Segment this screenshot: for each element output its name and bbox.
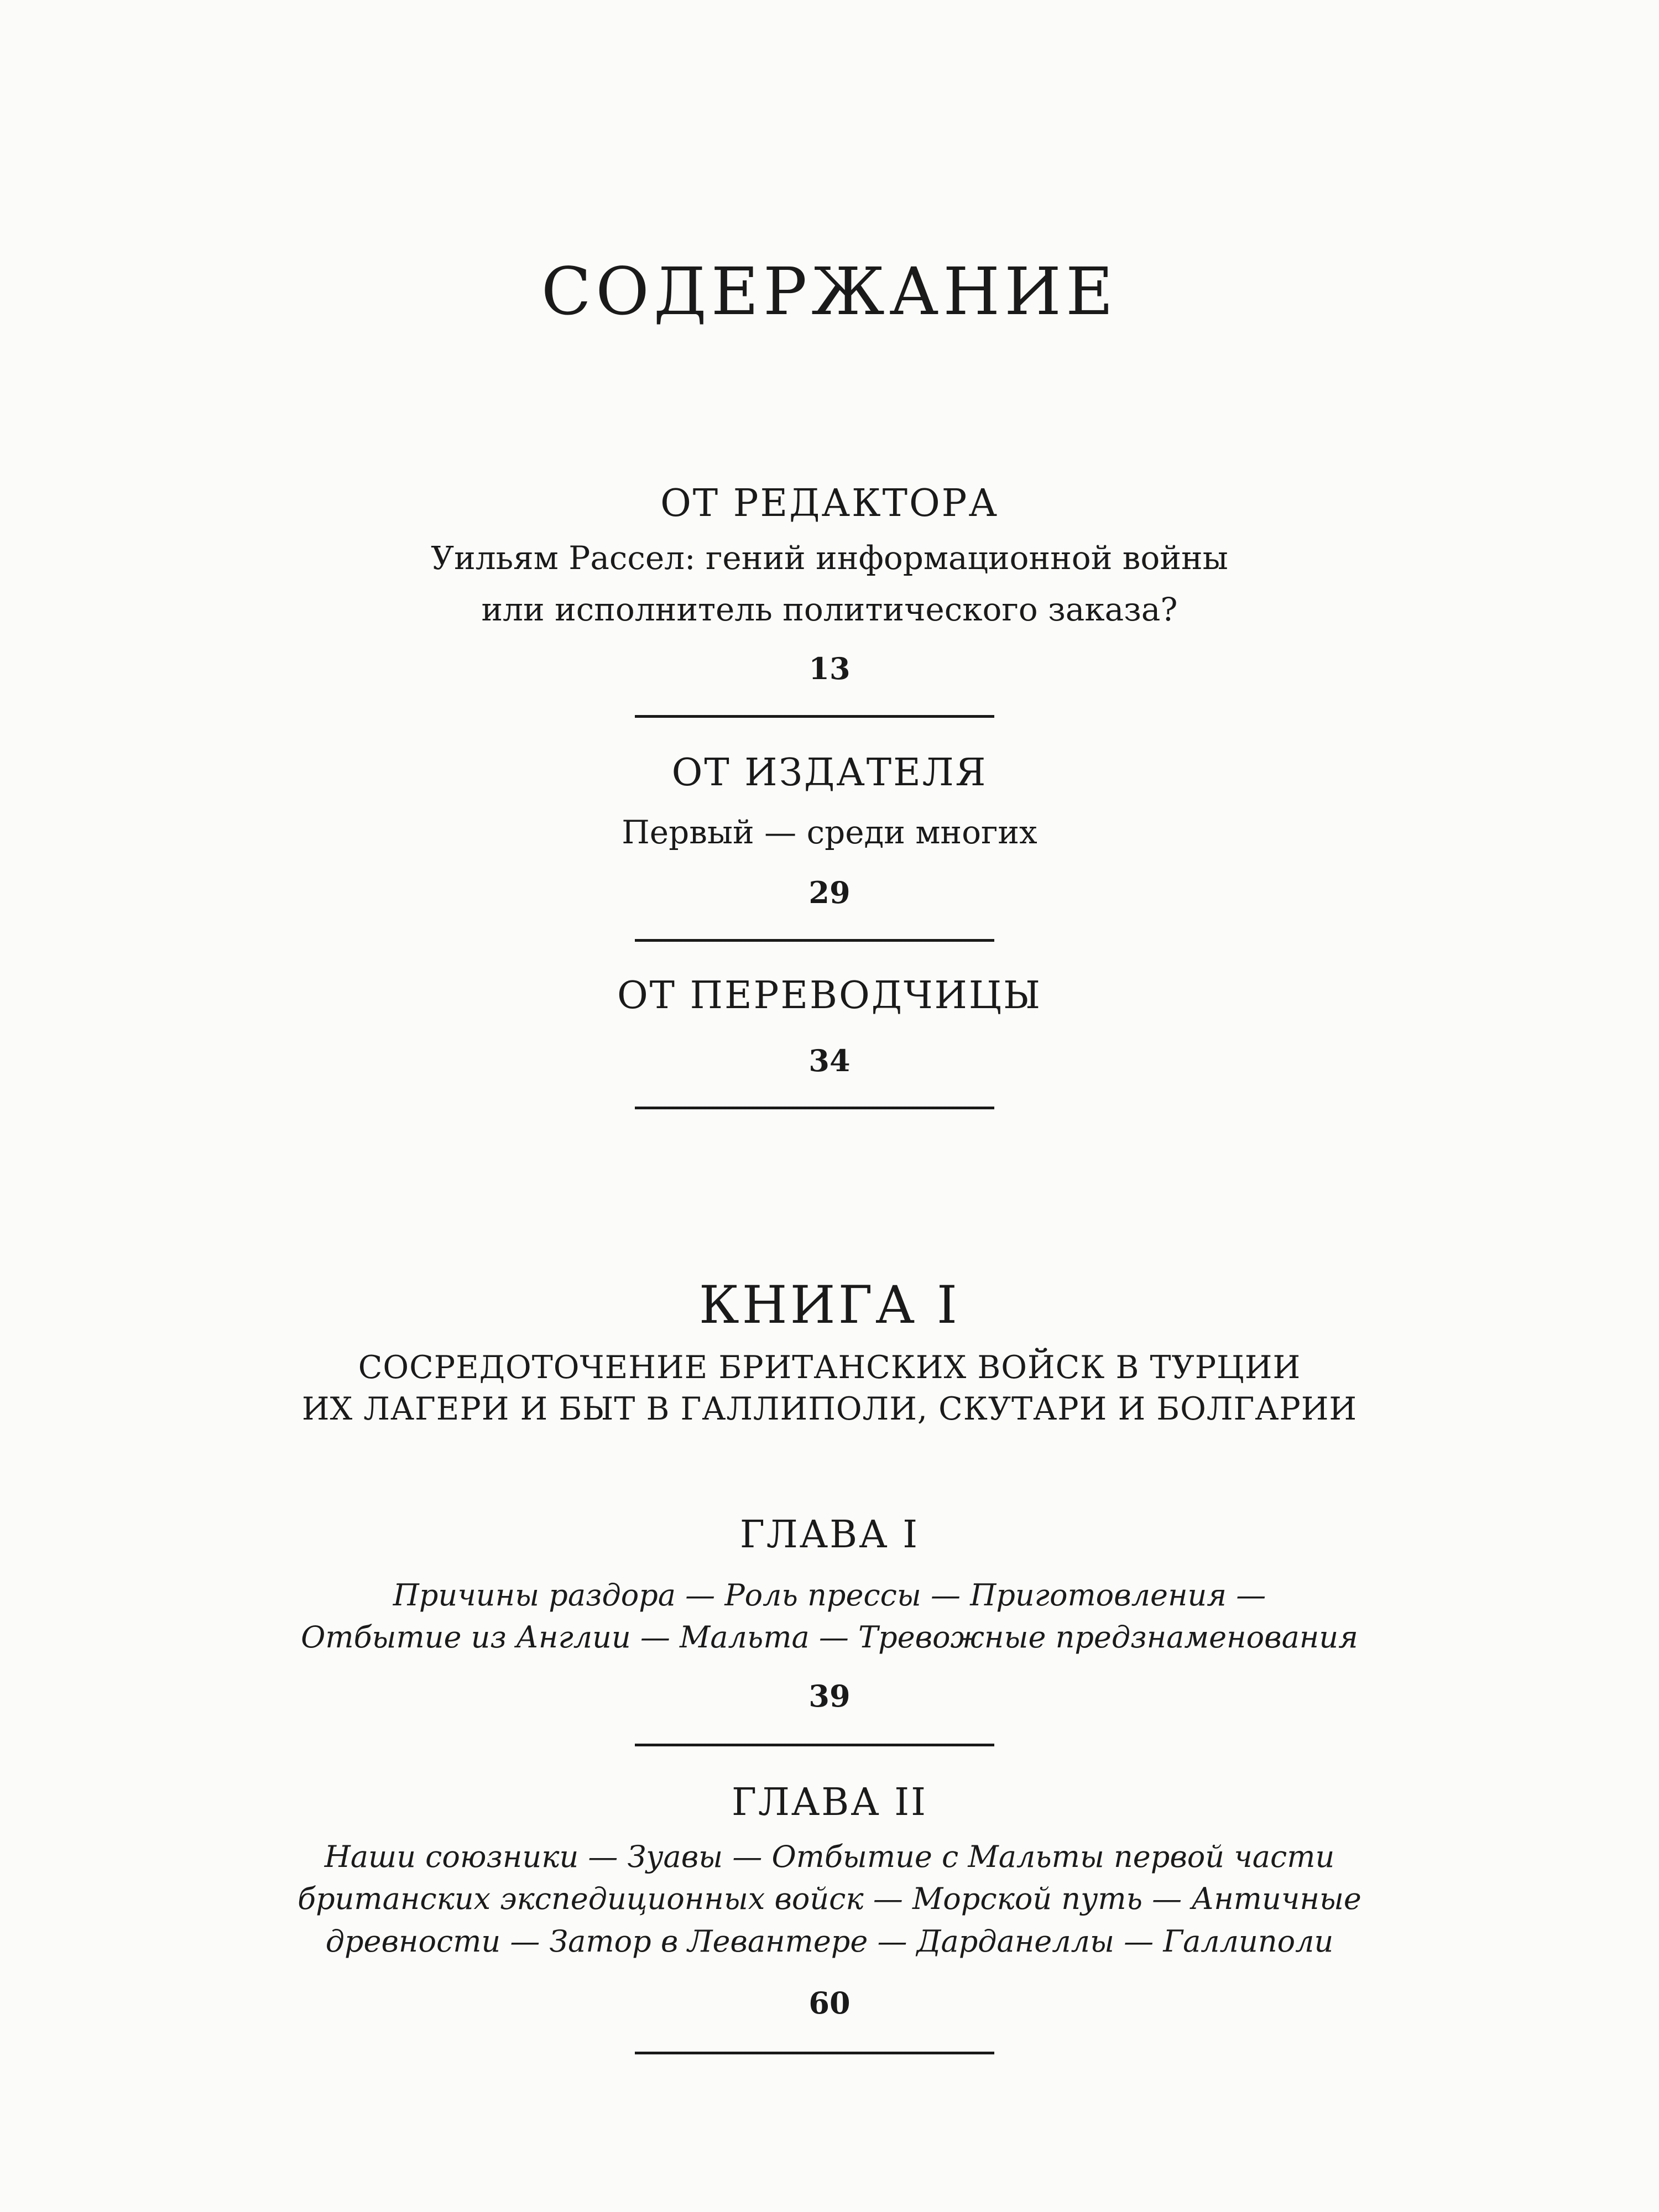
page-number-publisher: 29 [808, 875, 851, 910]
section-heading-translator: ОТ ПЕРЕВОДЧИЦЫ [617, 974, 1042, 1018]
chapter-summary-1-line2: Отбытие из Англии — Мальта — Тревожные предзнаменования [301, 1620, 1358, 1655]
chapter-heading-1: ГЛАВА I [739, 1513, 920, 1557]
book-heading: КНИГА I [698, 1275, 961, 1335]
book-subtitle-line1: СОСРЕДОТОЧЕНИЕ БРИТАНСКИХ ВОЙСК В ТУРЦИИ [358, 1349, 1301, 1386]
chapter-summary-1-line1: Причины раздора — Роль прессы — Приготовления — [393, 1578, 1266, 1613]
page-number-editor: 13 [808, 651, 851, 686]
section-subtitle-editor-line1: Уильям Рассел: гений информационной войны [431, 539, 1228, 577]
divider [635, 2052, 994, 2054]
chapter-summary-2-line1: Наши союзники — Зуавы — Отбытие с Мальты первой части [324, 1839, 1335, 1874]
book-subtitle-line2: ИХ ЛАГЕРИ И БЫТ В ГАЛЛИПОЛИ, СКУТАРИ И БОЛГАРИИ [301, 1391, 1358, 1427]
divider [635, 1744, 994, 1746]
page-number-translator: 34 [808, 1043, 851, 1078]
divider [635, 1107, 994, 1109]
chapter-summary-2-line3: древности — Затор в Левантере — Дарданеллы — Галлиполи [325, 1924, 1334, 1959]
chapter-heading-2: ГЛАВА II [731, 1781, 928, 1824]
section-subtitle-editor-line2: или исполнитель политического заказа? [481, 591, 1178, 628]
divider [635, 939, 994, 942]
page-number-chapter-2: 60 [808, 1985, 851, 2021]
section-subtitle-publisher: Первый — среди многих [622, 813, 1037, 851]
section-heading-editor: ОТ РЕДАКТОРА [660, 482, 999, 525]
chapter-summary-2-line2: британских экспедиционных войск — Морской путь — Античные [298, 1881, 1361, 1916]
divider [635, 715, 994, 718]
page-number-chapter-1: 39 [808, 1678, 851, 1714]
page-title: СОДЕРЖАНИЕ [541, 253, 1118, 330]
section-heading-publisher: ОТ ИЗДАТЕЛЯ [671, 751, 988, 795]
